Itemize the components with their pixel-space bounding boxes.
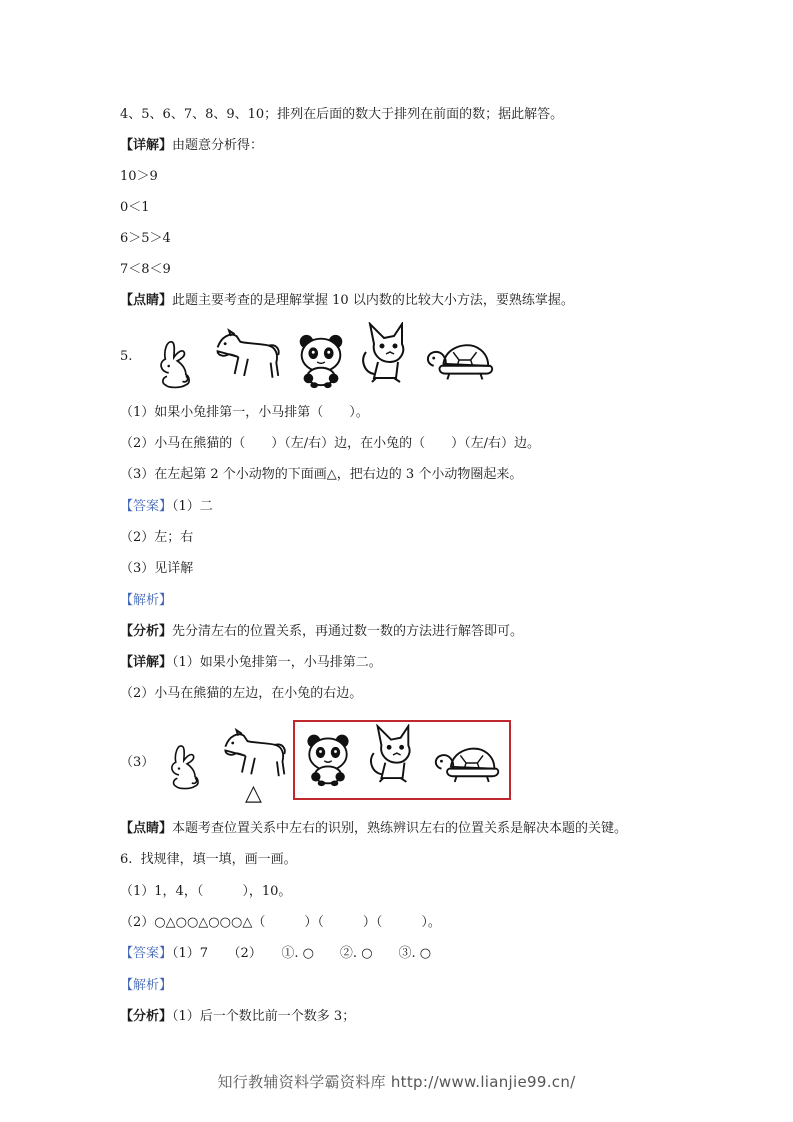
- answer-line: （3）见详解: [120, 561, 194, 576]
- answer-line: （2）左；右: [120, 530, 194, 545]
- tip-tag: 【点睛】: [120, 821, 173, 836]
- detail-tag: 【详解】: [120, 655, 173, 670]
- analysis-line: [120, 623, 523, 641]
- turtle-icon: [424, 338, 496, 382]
- question-part: （2）○△○○△○○○△（ ）（ ）（ ）。: [120, 915, 441, 930]
- rabbit-icon: [148, 330, 198, 390]
- answer-tag: 【答案】: [120, 499, 173, 514]
- horse-icon: [210, 325, 282, 387]
- answer-tag: 【答案】: [120, 946, 173, 961]
- fenxi-tag: 【分析】: [120, 1009, 173, 1024]
- answer-text: （1）7 （2） ①. ○ ②. ○ ③. ○: [172, 946, 432, 961]
- triangle-mark: △: [245, 781, 262, 806]
- detail-line: （2）小马在熊猫的左边，在小兔的右边。: [120, 686, 363, 701]
- fox-icon: [360, 322, 410, 386]
- fox-icon: [368, 724, 416, 786]
- answer-text: （1）二: [172, 499, 213, 514]
- text-line: [120, 292, 574, 310]
- text-line: 7＜8＜9: [120, 262, 171, 277]
- tip-tag: 【点睛】: [120, 293, 173, 308]
- analysis-tag: 【解析】: [120, 593, 173, 608]
- text-line: 10＞9: [120, 169, 158, 184]
- fenxi-tag: 【分析】: [120, 624, 173, 639]
- text-line: 4、5、6、7、8、9、10；排列在后面的数大于排列在前面的数；据此解答。: [120, 107, 564, 122]
- question-part: （2）小马在熊猫的（ ）（左/右）边，在小兔的（ ）（左/右）边。: [120, 436, 541, 451]
- detail-text: 由题意分析得：: [172, 138, 264, 153]
- question-number: 5.: [120, 349, 133, 364]
- question-part: （3）在左起第 2 个小动物的下面画△，把右边的 3 个小动物圈起来。: [120, 467, 523, 482]
- tip-text: 此题主要考查的是理解掌握 10 以内数的比较大小方法，要熟练掌握。: [172, 293, 574, 308]
- detail-line-label: （3）: [120, 755, 155, 770]
- question-part: （1）1，4，（ ），10。: [120, 884, 292, 899]
- text-line: [120, 137, 263, 155]
- analysis-line: [120, 1008, 355, 1026]
- panda-icon: [294, 330, 348, 390]
- detail-line: [120, 654, 382, 672]
- analysis-tag: 【解析】: [120, 978, 173, 993]
- question-part: （1）如果小兔排第一，小马排第（ ）。: [120, 405, 369, 420]
- detail-text: （1）如果小兔排第一，小马排第二。: [172, 655, 382, 670]
- text-line: 0＜1: [120, 200, 150, 215]
- rabbit-icon: [160, 735, 206, 791]
- fenxi-text: 先分清左右的位置关系，再通过数一数的方法进行解答即可。: [172, 624, 524, 639]
- tip-line: [120, 820, 627, 838]
- tip-text: 本题考查位置关系中左右的识别，熟练辨识左右的位置关系是解决本题的关键。: [172, 821, 628, 836]
- question-title: 6. 找规律，填一填，画一画。: [120, 852, 297, 867]
- fenxi-text: （1）后一个数比前一个数多 3；: [172, 1009, 356, 1024]
- text-line: 6＞5＞4: [120, 231, 171, 246]
- turtle-icon: [432, 742, 502, 784]
- horse-icon: [218, 725, 288, 785]
- footer-watermark: 知行教辅资料学霸资料库 http://www.lianjie99.cn/: [217, 1073, 576, 1091]
- answer-line: [120, 498, 213, 516]
- detail-tag: 【详解】: [120, 138, 173, 153]
- panda-icon: [302, 730, 354, 788]
- answer-line: [120, 945, 431, 963]
